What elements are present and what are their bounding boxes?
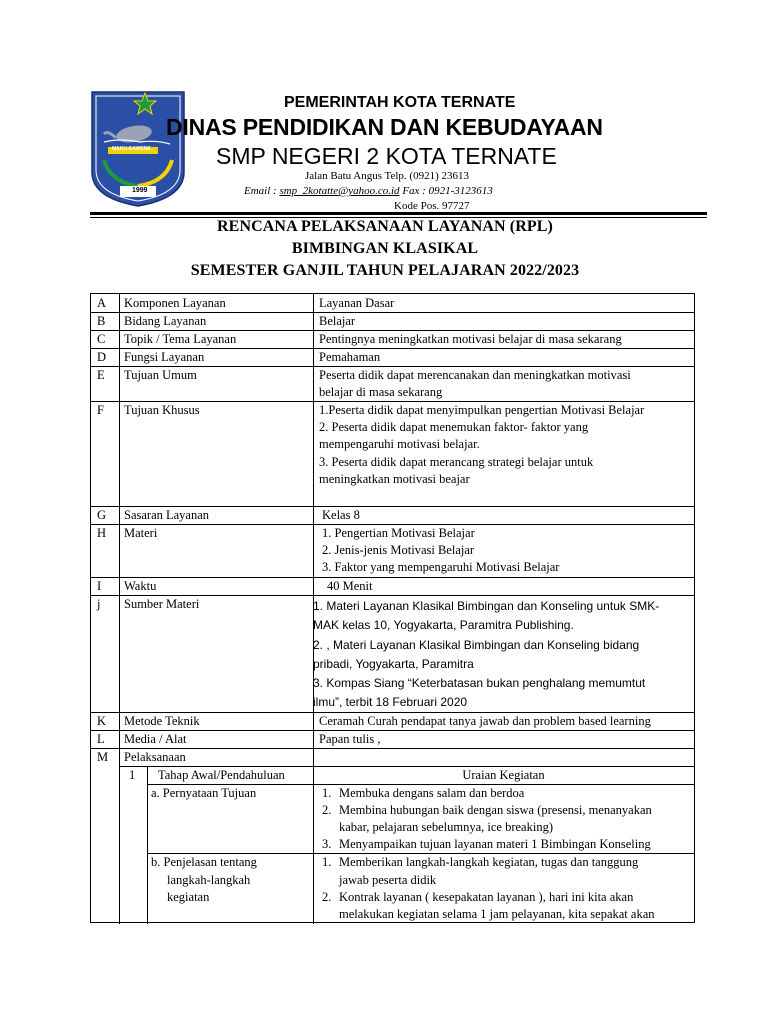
step-a-item-number: 1.: [322, 786, 332, 800]
row-value: Kelas 8: [322, 508, 360, 522]
row-value-line: 3. Faktor yang mempengaruhi Motivasi Belajar: [322, 560, 560, 574]
step-b-label: kegiatan: [167, 890, 210, 904]
rpl-table: [90, 293, 695, 923]
row-label: Fungsi Layanan: [124, 350, 205, 364]
row-value-line: 3. Peserta didik dapat merancang strategi belajar untuk: [319, 455, 594, 469]
step-b-label: langkah-langkah: [167, 873, 251, 887]
row-label: Media / Alat: [124, 732, 187, 746]
stage-number: 1: [129, 768, 136, 782]
contact-line: [244, 185, 493, 197]
email-link[interactable]: smp_2kotatte@yahoo.co.id: [279, 185, 400, 197]
postal-code: Kode Pos. 97727: [394, 200, 470, 212]
row-code: I: [97, 579, 102, 593]
step-a-item-text: Menyampaikan tujuan layanan materi 1 Bimbingan Konseling: [339, 837, 651, 851]
row-label: Komponen Layanan: [124, 296, 226, 310]
row-value-line: MAK kelas 10, Yogyakarta, Paramitra Publishing.: [313, 618, 574, 632]
row-label: Sumber Materi: [124, 597, 200, 611]
step-a-label: a. Pernyataan Tujuan: [151, 786, 257, 800]
row-label: Bidang Layanan: [124, 314, 207, 328]
row-code: C: [97, 332, 106, 346]
row-code: M: [97, 750, 109, 764]
row-code: D: [97, 350, 107, 364]
row-value: Ceramah Curah pendapat tanya jawab dan problem based learning: [319, 714, 651, 728]
step-a-item-text: Membuka dengans salam dan berdoa: [339, 786, 525, 800]
email-label: Email :: [244, 185, 280, 197]
row-value: Papan tulis ,: [319, 732, 381, 746]
row-value-line: 1. Materi Layanan Klasikal Bimbingan dan Konseling untuk SMK-: [313, 599, 660, 613]
school-name-heading: SMP NEGERI 2 KOTA TERNATE: [216, 143, 557, 169]
row-label: Pelaksanaan: [124, 750, 186, 764]
fax-number: Fax : 0921-3123613: [399, 185, 493, 197]
row-value-line: Peserta didik dapat merencanakan dan meningkatkan motivasi: [319, 368, 631, 382]
document-semester: SEMESTER GANJIL TAHUN PELAJARAN 2022/2023: [190, 262, 580, 279]
step-b-item-text: jawab peserta didik: [339, 873, 437, 887]
step-a-item-number: 3.: [322, 837, 332, 851]
row-code: K: [97, 714, 107, 728]
step-a-item-text: Membina hubungan baik dengan siswa (presensi, menanyakan: [339, 803, 652, 817]
row-value-line: ilmu”, terbit 18 Februari 2020: [313, 695, 468, 709]
step-b-item-text: Kontrak layanan ( kesepakatan layanan ), hari ini kita akan: [339, 890, 634, 904]
row-value-line: meningkatkan motivasi beajar: [319, 472, 470, 486]
row-value-line: pribadi, Yogyakarta, Paramitra: [313, 657, 474, 671]
row-code: A: [97, 296, 107, 310]
department-heading: DINAS PENDIDIKAN DAN KEBUDAYAAN: [166, 114, 603, 140]
row-label: Tujuan Khusus: [124, 403, 200, 417]
step-b-item-text: Memberikan langkah-langkah kegiatan, tugas dan tanggung: [339, 855, 639, 869]
row-code: j: [97, 597, 101, 611]
school-address: Jalan Batu Angus Telp. (0921) 23613: [305, 170, 470, 182]
row-label: Materi: [124, 526, 158, 540]
row-code: G: [97, 508, 107, 522]
logo-motto-text: MAKU GAWENE: [112, 146, 151, 152]
row-value-line: mempengaruhi motivasi belajar.: [319, 437, 480, 451]
row-code: H: [97, 526, 107, 540]
row-value-line: 2. , Materi Layanan Klasikal Bimbingan dan Konseling bidang: [313, 638, 640, 652]
row-value: Pemahaman: [319, 350, 381, 364]
row-label: Waktu: [124, 579, 157, 593]
row-code: E: [97, 368, 105, 382]
step-a-item-text: kabar, pelajaran sebelumnya, ice breaking): [339, 820, 553, 834]
step-b-item-number: 2.: [322, 890, 332, 904]
row-value-line: 1. Pengertian Motivasi Belajar: [322, 526, 475, 540]
row-code: B: [97, 314, 106, 328]
stage-title: Tahap Awal/Pendahuluan: [158, 768, 285, 782]
row-value-line: 2. Jenis-jenis Motivasi Belajar: [322, 543, 475, 557]
row-label: Sasaran Layanan: [124, 508, 210, 522]
row-value-line: 3. Kompas Siang “Keterbatasan bukan penghalang memumtut: [313, 676, 646, 690]
step-a-item-number: 2.: [322, 803, 332, 817]
row-value-line: 1.Peserta didik dapat menyimpulkan pengertian Motivasi Belajar: [319, 403, 645, 417]
step-b-label: b. Penjelasan tentang: [151, 855, 257, 869]
government-heading: PEMERINTAH KOTA TERNATE: [284, 94, 516, 111]
row-value-line: 2. Peserta didik dapat menemukan faktor- faktor yang: [319, 420, 589, 434]
row-value: Belajar: [319, 314, 356, 328]
row-value: Layanan Dasar: [319, 296, 395, 310]
row-label: Metode Teknik: [124, 714, 200, 728]
row-label: Topik / Tema Layanan: [124, 332, 237, 346]
document-subtitle: BIMBINGAN KLASIKAL: [291, 240, 479, 257]
row-value-line: belajar di masa sekarang: [319, 385, 443, 399]
logo-year-text: 1999: [132, 187, 148, 194]
step-b-item-number: 1.: [322, 855, 332, 869]
row-code: F: [97, 403, 104, 417]
row-label: Tujuan Umum: [124, 368, 197, 382]
row-value: 40 Menit: [327, 579, 373, 593]
row-code: L: [97, 732, 105, 746]
row-value: Pentingnya meningkatkan motivasi belajar di masa sekarang: [319, 332, 622, 346]
uraian-header: Uraian Kegiatan: [462, 768, 545, 782]
header-rule-thick: [90, 212, 707, 215]
step-b-item-text: melakukan kegiatan selama 1 jam pelayanan, kita sepakat akan: [339, 907, 655, 921]
document-title: RENCANA PELAKSANAAN LAYANAN (RPL): [217, 218, 553, 235]
